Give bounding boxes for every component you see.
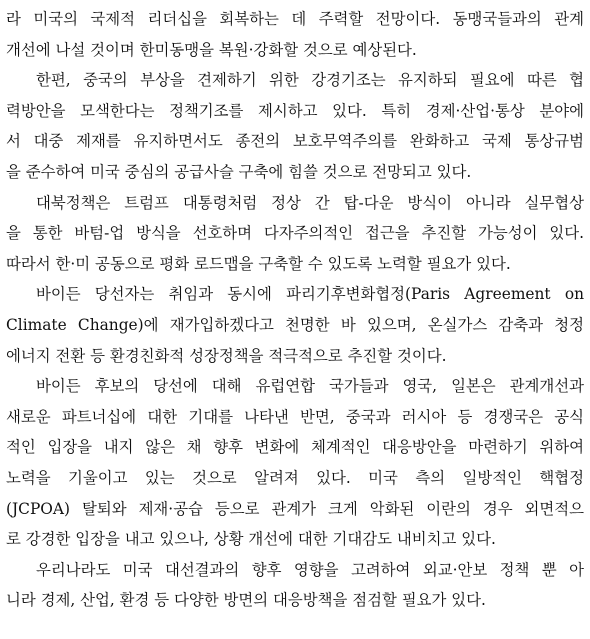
text-line: 개선에 나설 것이며 한미동맹을 복원·강화할 것으로 예상된다. [6,40,417,59]
text-line: 라 미국의 국제적 리더십을 회복하는 데 주력할 전망이다. 동맹국들과의 관계 [6,10,584,28]
text-line: 대북정책은 트럼프 대통령처럼 정상 간 탑-다운 방식이 아니라 실무협상 [36,193,584,212]
text-line: 적인 입장을 내지 않은 채 향후 변화에 체계적인 대응방안을 마련하기 위하여 [6,438,584,457]
text-line: 니라 경제, 산업, 환경 등 다양한 방면의 대응방책을 점검할 필요가 있다. [6,591,486,610]
text-line: 바이든 후보의 당선에 대해 유럽연합 국가들과 영국, 일본은 관계개선과 [36,377,584,396]
text-line: 을 준수하여 미국 중심의 공급사슬 구축에 힘쓸 것으로 전망되고 있다. [6,162,472,181]
text-line: 한편, 중국의 부상을 견제하기 위한 강경기조는 유지하되 필요에 따른 협 [36,71,584,90]
text-line: Climate Change)에 재가입하겠다고 천명한 바 있으며, 온실가스 감축과 청정 [6,315,584,334]
text-line: (JCPOA) 탈퇴와 제재·공습 등으로 관계가 크게 악화된 이란의 경우 외면적으 [6,499,584,518]
text-line: 노력을 기울이고 있는 것으로 알려져 있다. 미국 측의 일방적인 핵협정 [6,468,584,487]
text-line: 따라서 한·미 공동으로 평화 로드맵을 구축할 수 있도록 노력할 필요가 있다. [6,254,511,273]
text-line: 에너지 전환 등 환경친화적 성장정책을 적극적으로 추진할 것이다. [6,346,447,365]
text-line: 새로운 파트너십에 대한 기대를 나타낸 반면, 중국과 러시아 등 경쟁국은 공식 [6,407,584,426]
text-line: 바이든 당선자는 취임과 동시에 파리기후변화협정(Paris Agreement on [36,285,584,304]
text-line: 을 통한 바텀-업 방식을 선호하며 다자주의적인 접근을 추진할 가능성이 있다. [6,224,584,243]
text-line: 우리나라도 미국 대선결과의 향후 영향을 고려하여 외교·안보 정책 뿐 아 [36,560,584,579]
text-line: 력방안을 모색한다는 정책기조를 제시하고 있다. 특히 경제·산업·통상 분야에 [6,101,584,120]
text-line: 서 대중 제재를 유지하면서도 종전의 보호무역주의를 완화하고 국제 통상규범 [6,132,584,151]
text-line: 로 강경한 입장을 내고 있으나, 상황 개선에 대한 기대감도 내비치고 있다. [6,530,496,549]
